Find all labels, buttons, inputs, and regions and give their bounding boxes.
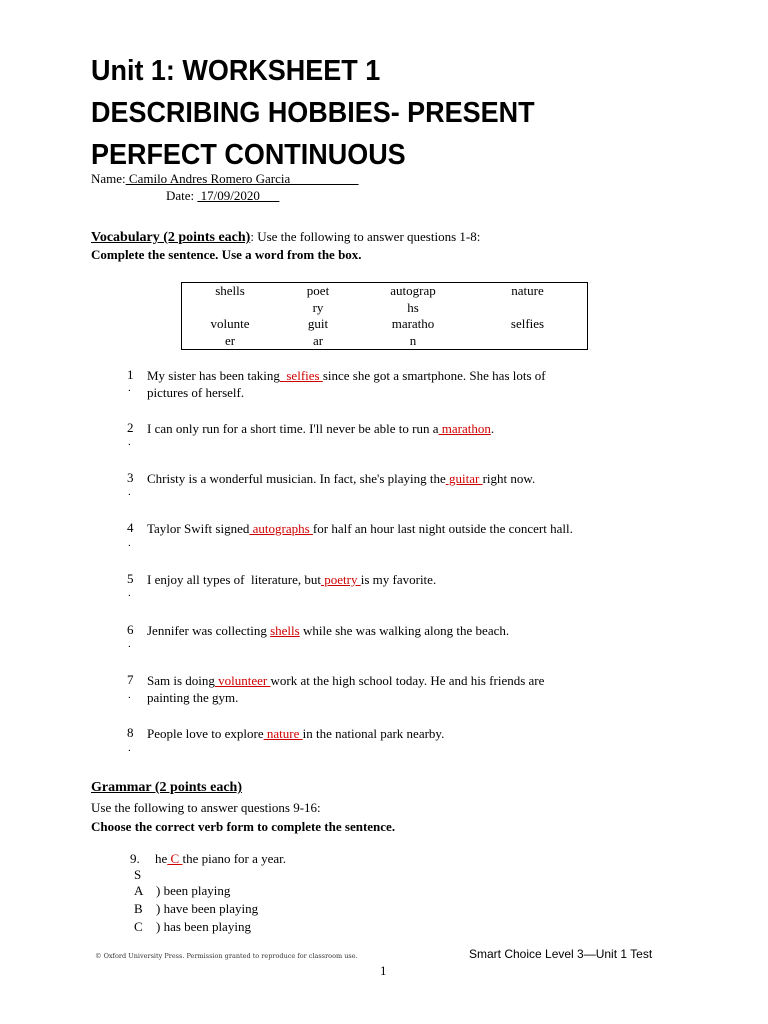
- test-label: Smart Choice Level 3—Unit 1 Test: [469, 947, 653, 961]
- question-dot: .: [128, 486, 131, 498]
- title-line-1: Unit 1: WORKSHEET 1: [91, 55, 381, 87]
- question-text: Taylor Swift signed autographs for half an hour last night outside the concert hall.: [147, 521, 573, 536]
- question-dot: .: [128, 537, 131, 549]
- question-number: 2: [127, 420, 134, 435]
- copyright-notice: © Oxford University Press. Permission granted to reproduce for classroom use.: [95, 952, 358, 960]
- answer-blank[interactable]: guitar: [445, 471, 483, 486]
- question-text: People love to explore nature in the national park nearby.: [147, 726, 445, 741]
- question-text: he C the piano for a year.: [155, 851, 287, 866]
- option-letter: C: [134, 919, 143, 934]
- question-dot: .: [128, 436, 131, 448]
- word-box-row: [182, 283, 588, 317]
- word-cell: nature: [511, 283, 544, 298]
- question-dot: .: [128, 638, 131, 650]
- title-line-3: PERFECT CONTINUOUS: [91, 139, 406, 171]
- name-row: [91, 171, 359, 187]
- question-number: 7: [127, 672, 134, 687]
- question-number: 4: [127, 520, 134, 535]
- answer-blank[interactable]: autographs: [249, 521, 313, 536]
- answer-blank[interactable]: nature: [263, 726, 303, 741]
- question-number: 3: [127, 470, 134, 485]
- word-cell: guit ar: [307, 316, 329, 348]
- title-line-2: DESCRIBING HOBBIES- PRESENT: [91, 97, 535, 129]
- option-letter: A: [134, 883, 144, 898]
- option-c[interactable]: ) has been playing: [156, 919, 251, 934]
- question-text: I can only run for a short time. I'll never be able to run a marathon.: [147, 421, 495, 436]
- vocab-heading-row: [91, 229, 480, 246]
- date-label: Date:: [166, 188, 198, 203]
- question-dot: .: [128, 689, 131, 701]
- question-number: 9.: [130, 851, 140, 866]
- answer-blank[interactable]: C: [167, 851, 183, 866]
- word-cell: volunte er: [210, 316, 250, 348]
- vocab-subheading: Complete the sentence. Use a word from the box.: [91, 247, 362, 262]
- answer-blank[interactable]: marathon: [438, 421, 491, 436]
- word-cell: shells: [215, 283, 245, 298]
- grammar-subheading: Choose the correct verb form to complete the sentence.: [91, 819, 396, 834]
- answer-blank[interactable]: volunteer: [214, 673, 271, 688]
- answer-blank[interactable]: shells: [270, 623, 300, 638]
- grammar-heading: Grammar (2 points each): [91, 780, 242, 795]
- question-dot: .: [128, 742, 131, 754]
- date-value: 17/09/2020: [197, 188, 280, 203]
- question-text: Jennifer was collecting shells while she was walking along the beach.: [147, 623, 510, 638]
- grammar-instruction: Use the following to answer questions 9-16:: [91, 800, 321, 815]
- question-text: Sam is doing volunteer work at the high school today. He and his friends are painting the gym.: [147, 673, 545, 705]
- option-a[interactable]: ) been playing: [156, 883, 231, 898]
- option-letter: B: [134, 901, 143, 916]
- question-number: 8: [127, 725, 134, 740]
- answer-blank[interactable]: selfies: [279, 368, 323, 383]
- word-cell: autograp hs: [390, 283, 436, 315]
- question-number: 1: [127, 367, 134, 382]
- name-value: Camilo Andres Romero Garcia: [125, 171, 359, 186]
- question-text: My sister has been taking selfies since she got a smartphone. She has lots of pictures of herself.: [147, 368, 546, 400]
- word-box-row: [182, 316, 588, 350]
- name-label: Name:: [91, 171, 126, 186]
- question-dot: .: [128, 382, 131, 394]
- word-cell: selfies: [510, 316, 545, 331]
- question-text: I enjoy all types of literature, but poetry is my favorite.: [147, 572, 437, 587]
- page-title: [91, 50, 668, 176]
- option-letter: S: [134, 867, 142, 882]
- page-number: 1: [380, 963, 387, 978]
- vocab-heading: Vocabulary (2 points each): [91, 230, 251, 245]
- question-text: Christy is a wonderful musician. In fact, she's playing the guitar right now.: [147, 471, 536, 486]
- question-number: 5: [127, 571, 134, 586]
- date-row: [166, 188, 279, 204]
- vocab-instruction: : Use the following to answer questions 1-8:: [250, 229, 481, 244]
- answer-blank[interactable]: poetry: [321, 572, 361, 587]
- question-dot: .: [128, 587, 131, 599]
- word-cell: maratho n: [391, 316, 435, 348]
- option-b[interactable]: ) have been playing: [156, 901, 259, 916]
- question-number: 6: [127, 622, 134, 637]
- word-box: [181, 282, 588, 350]
- word-cell: poet ry: [306, 283, 330, 315]
